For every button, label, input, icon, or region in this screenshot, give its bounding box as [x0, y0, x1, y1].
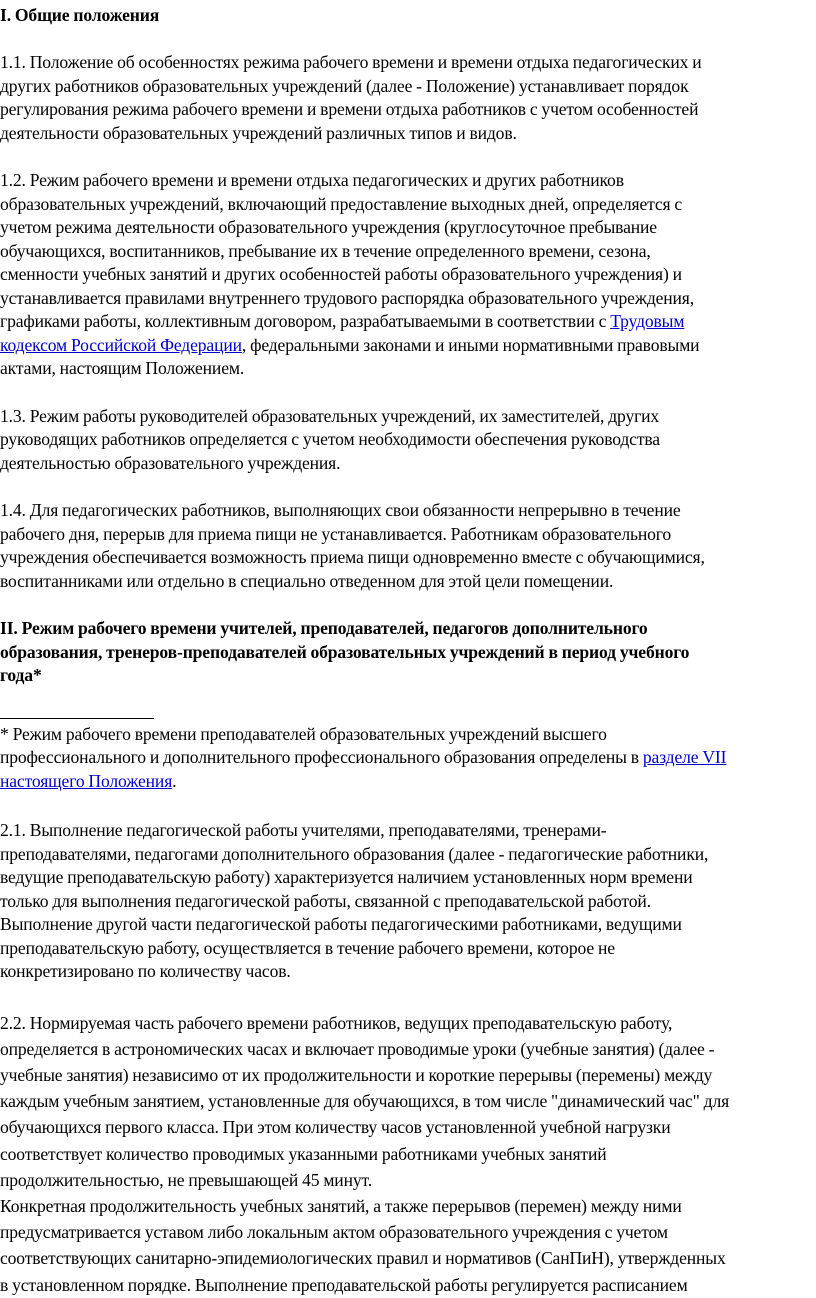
section-7-link-continued[interactable]: настоящего Положения [0, 770, 173, 791]
labor-code-link-continued[interactable]: кодексом Российской Федерации [0, 334, 242, 355]
paragraph-1-1 [0, 51, 816, 145]
text-line: руководящих работников определяется с учетом необходимости обеспечения руководства [0, 429, 660, 449]
text-line: деятельностью образовательного учреждения. [0, 452, 341, 473]
text-line: актами, настоящим Положением. [0, 358, 245, 378]
text-line: соответствует количество проводимых указанными работниками учебных занятий [0, 1143, 607, 1164]
text-line: Конкретная продолжительность учебных занятий, а также перерывов (перемен) между ними [0, 1195, 682, 1216]
text-line: учреждения обеспечивается возможность приема пищи одновременно вместе с обучающимися, [0, 547, 705, 567]
text-line: 1.3. Режим работы руководителей образовательных учреждений, их заместителей, других [0, 405, 660, 426]
text-line [0, 746, 816, 770]
text-line: 2.1. Выполнение педагогической работы учителями, преподавателями, тренерами- [0, 820, 607, 840]
text-line: 1.4. Для педагогических работников, выполняющих свои обязанности непрерывно в течение [0, 500, 681, 520]
text-line [0, 770, 816, 794]
paragraph-1-3 [0, 405, 816, 476]
text-line [0, 334, 816, 358]
paragraph-1-2 [0, 169, 816, 381]
paragraph-2-2 [0, 1010, 816, 1298]
text-line: учетом режима деятельности образовательного учреждения (круглосуточное пребывание [0, 217, 657, 237]
text-line: преподавательскую работу, осуществляется в течение рабочего времени, которое не [0, 937, 615, 958]
text-segment: профессионального и дополнительного профессионального образования определены в [0, 747, 643, 767]
text-line: деятельности образовательных учреждений различных типов и видов. [0, 122, 517, 143]
text-line: рабочего дня, перерыв для приема пищи не устанавливается. Работникам образовательного [0, 523, 672, 544]
text-line: воспитанниками или отдельно в специально отведенном для этой цели помещении. [0, 570, 614, 591]
section-2-heading [0, 617, 816, 688]
paragraph-2-1 [0, 819, 816, 984]
text-line: 1.1. Положение об особенностях режима рабочего времени и времени отдыха педагогических и [0, 52, 702, 72]
text-segment: , федеральными законами и иными нормативными правовыми [241, 334, 700, 355]
text-line: каждым учебным занятием, установленные для обучающихся, в том числе "динамический час" для [0, 1091, 730, 1112]
footnote [0, 723, 816, 794]
text-line: регулирования режима рабочего времени и времени отдыха работников с учетом особенностей [0, 99, 699, 119]
text-line [0, 310, 816, 334]
text-line: в установленном порядке. Выполнение преподавательской работы регулируется расписанием [0, 1274, 688, 1295]
text-line: устанавливается правилами внутреннего трудового распорядка образовательного учреждения, [0, 287, 695, 308]
text-line: учебные занятия) независимо от их продолжительности и короткие перерывы (перемены) между [0, 1064, 713, 1085]
text-line: ведущие преподавательскую работу) характеризуется наличием установленных норм времени [0, 867, 693, 887]
text-line: обучающихся первого класса. При этом количеству часов установленной учебной нагрузки [0, 1117, 671, 1138]
text-line: 2.2. Нормируемая часть рабочего времени работников, ведущих преподавательскую работу, [0, 1012, 673, 1033]
text-line: Выполнение другой части педагогической работы педагогическими работниками, ведущими [0, 914, 682, 934]
heading-line: образования, тренеров-преподавателей образовательных учреждений в период учебного [0, 641, 690, 662]
section-1-heading: I. Общие положения [0, 5, 160, 25]
text-line: образовательных учреждений, включающий предоставление выходных дней, определяется с [0, 193, 683, 214]
text-line: * Режим рабочего времени преподавателей образовательных учреждений высшего [0, 723, 607, 744]
text-line: преподавателями, педагогами дополнительного образования (далее - педагогические работники, [0, 843, 709, 864]
heading-line: II. Режим рабочего времени учителей, преподавателей, педагогов дополнительного [0, 618, 648, 638]
text-segment: . [172, 770, 177, 791]
text-line: других работников образовательных учреждений (далее - Положение) устанавливает порядок [0, 75, 689, 96]
text-line: предусматривается уставом либо локальным актом образовательного учреждения с учетом [0, 1222, 668, 1243]
text-line: 1.2. Режим рабочего времени и времени отдыха педагогических и других работников [0, 170, 624, 190]
text-segment: графиками работы, коллективным договором, разрабатываемыми в соответствии с [0, 311, 611, 331]
text-line: только для выполнения педагогической работы, связанной с преподавательской работой. [0, 890, 651, 911]
text-line: соответствующих санитарно-эпидемиологических правил и нормативов (СанПиН), утвержденных [0, 1248, 726, 1269]
text-line: обучающихся, воспитанников, пребывание их в течение определенного времени, сезона, [0, 240, 651, 261]
text-line: конкретизировано по количеству часов. [0, 961, 291, 981]
section-7-link[interactable]: разделе VII [642, 747, 727, 767]
heading-line: года* [0, 665, 42, 685]
paragraph-1-4 [0, 499, 816, 593]
text-line: продолжительностью, не превышающей 45 минут. [0, 1169, 372, 1190]
text-line: определяется в астрономических часах и включает проводимые уроки (учебные занятия) (далее - [0, 1038, 715, 1059]
text-line: сменности учебных занятий и других особенностей работы образовательного учреждения) и [0, 264, 682, 284]
footnote-divider [0, 718, 154, 719]
labor-code-link[interactable]: Трудовым [610, 311, 685, 331]
